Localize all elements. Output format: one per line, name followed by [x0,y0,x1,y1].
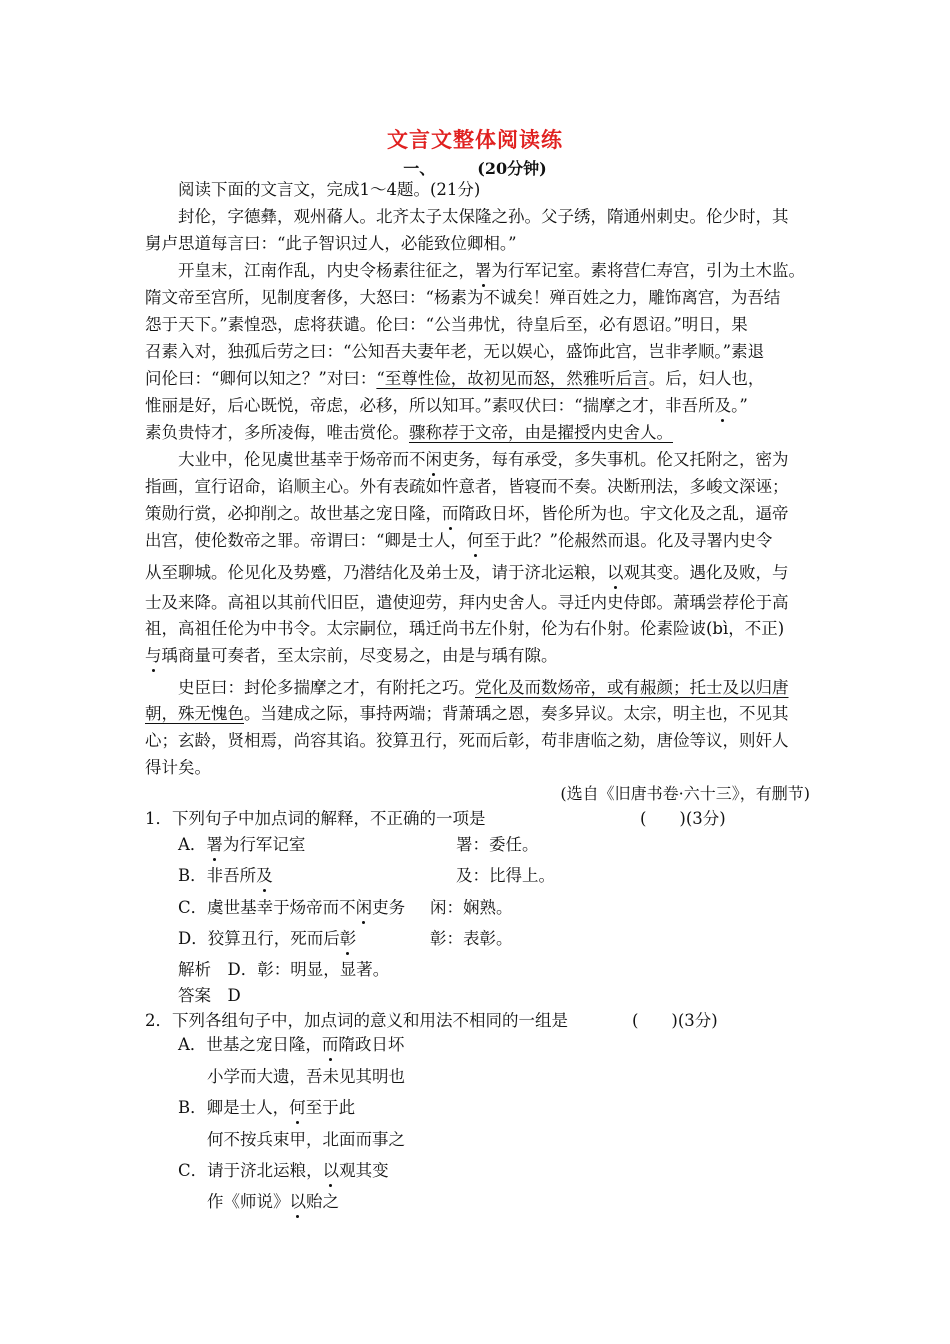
document-title: 文言文整体阅读练 [387,127,563,152]
text-run: 。” [731,396,748,415]
text-run: 问伦曰：“卿何以知之？”对曰： [145,369,377,388]
passage-line: 隋文帝至宫所，见制度奢侈，大怒曰：“杨素为不诚矣！殚百姓之力，雕饰离宫，为吾结 [145,288,781,307]
instruction: 阅读下面的文言文，完成1～4题。(21分) [178,180,481,199]
dotted-char: 署 [206,835,223,854]
text-run: 为行军记室 [222,835,306,854]
dotted-char: 以 [322,1161,340,1180]
option-d-explanation: 彰：表彰。 [430,929,513,948]
text-run: B．卿是士人， [178,1098,290,1117]
text-run: 小学 [207,1067,240,1086]
text-run: A．世基之宠日隆， [178,1035,322,1054]
passage-line [178,261,848,281]
dotted-char: 而 [321,1035,339,1054]
section-number: 一、 [403,159,436,178]
option-a-explanation: 署：委任。 [456,835,539,854]
text-run: 。后，妇人也， [648,369,765,388]
text-run: 瑀商量可奏者，至太宗前，尽变易之，由是与瑀有隙。 [161,646,558,665]
passage-line: 召素入对，独孤后劳之曰：“公知吾夫妻年老，无以娱心，盛饰此宫，岂非孝顺。”素退 [145,342,765,361]
dotted-char: 何 [289,1098,306,1117]
text-run: 为行军记室。素将营仁寿宫，引为土木监。 [491,261,805,280]
text-run: 而 [240,1067,257,1086]
text-run: 隋政日坏，皆伦所为也。宇文化及之乱，逼帝 [458,504,789,523]
option-b-line-1 [178,1098,848,1118]
answer-blank: ( )(3分) [632,1011,718,1030]
passage-line [145,423,815,443]
dotted-char: 闲 [355,898,373,917]
section-heading [0,156,950,179]
text-run: 开皇末，江南作乱，内史令杨素往征之， [178,261,475,280]
text-run: 出宫，使伦数帝之罪。帝谓曰：“卿是士人， [145,531,467,550]
passage-line [145,396,815,416]
text-run: 。当建成之际，事持两端；背萧瑀之恩，奏多异议。太宗，明主也，不见其 [244,704,789,723]
question-text: 1．下列句子中加点词的解释，不正确的一项是 [145,809,486,828]
dotted-char: 及 [256,866,273,885]
passage-line [145,646,815,666]
option-b-explanation: 及：比得上。 [456,866,555,885]
passage-line: 指画，宣行诏命，谄顺主心。外有表疏如忤意者，皆寝而不奏。决断刑法，多峻文深诬； [145,477,789,496]
option-label: A． [178,835,207,854]
dotted-char: 以 [289,1192,306,1211]
passage-line: 心；玄龄，贤相焉，尚容其谄。狡算丑行，死而后彰，苟非唐临之劾，唐俭等议，则奸人 [145,731,789,750]
underlined-sentence: “至尊性俭，故初见而怒，然雅听后言 [376,369,649,388]
option-b-line-2 [207,1130,877,1150]
text-run: 素负贵恃才，多所凌侮，唯击赏伦。 [145,423,409,442]
answer-blank: ( )(3分) [640,809,726,828]
passage-line [145,704,815,724]
dotted-char: 以 [607,563,624,582]
passage-source: (选自《旧唐书卷·六十三》，有删节) [560,784,810,803]
text-run: 从至聊城。伦见化及势蹙，乃潜结化及弟士及，请于济北运粮， [145,563,607,582]
option-c-line-2 [207,1192,877,1212]
option-label: D．狡算丑行，死而后 [178,929,340,948]
dotted-char: 而 [442,504,459,523]
underlined-sentence: 党化及而数炀帝，或有赧颜；托士及以归唐 [475,678,789,697]
dotted-char: 彰 [339,929,357,948]
text-run: 吏务 [372,898,406,917]
text-run: 作《师说》 [207,1192,290,1211]
passage-line [178,450,848,470]
option-a-line-2 [207,1067,877,1087]
underlined-sentence: 骤称荐于文帝，由是擢授内史舍人。 [409,423,673,442]
text-run: 大遗，吾未见其明也 [256,1067,405,1086]
text-run: 大业中，伦见虞世基幸于炀帝而不 [178,450,426,469]
text-run: 至于此？”伦赧然而退。化及寻署内史令 [483,531,773,550]
text-run: 何 [207,1130,224,1149]
text-run: 观其变。遇化及败，与 [623,563,789,582]
option-label: C．虞世基幸于炀帝而不 [178,898,356,917]
passage-line [145,563,815,583]
text-run: 观其变 [339,1161,389,1180]
text-run: 史臣曰：封伦多揣摩之才，有附托之巧。 [178,678,475,697]
dotted-char: 何 [466,531,484,550]
passage-line [145,531,815,551]
passage-line: 封伦，字德彝，观州蓨人。北齐太子太保隆之孙。父子绣，隋通州刺史。伦少时，其 [178,207,789,226]
passage-line [145,369,815,389]
option-label: B．非吾所 [178,866,257,885]
passage-line: 士及来降。高祖以其前代旧臣，遣使迎劳，拜内史舍人。寻迁内史侍郎。萧瑀尝荐伦于高 [145,593,789,612]
option-a-line-1 [178,1035,848,1055]
question-2-stem: 2．下列各组句子中，加点词的意义和用法不相同的一组是 [145,1011,568,1030]
text-run: 贻之 [306,1192,339,1211]
text-run: 惟丽是好，后心既悦，帝虑，必移，所以知耳。”素叹伏曰：“揣摩之才，非吾所 [145,396,715,415]
dotted-char: 与 [145,646,162,665]
passage-line: 舅卢思道每言曰：“此子智识过人，必能致位卿相。” [145,234,517,253]
option-c-line-1 [178,1161,848,1181]
text-run: 至于此 [305,1098,356,1117]
text-run: 隋政日坏 [338,1035,405,1054]
answer: 答案 D [178,986,241,1005]
text-run: 不按兵束甲，北面而事之 [223,1130,405,1149]
passage-line [145,504,815,524]
option-c-explanation: 闲：娴熟。 [430,898,513,917]
underlined-sentence: 朝，殊无愧色 [145,704,244,723]
passage-line: 怨于天下。”素惶恐，虑将获谴。伦曰：“公当弗忧，待皇后至，必有恩诏。”明日，果 [145,315,748,334]
dotted-char: 署 [475,261,492,280]
passage-line: 得计矣。 [145,758,211,777]
text-run: 策勋行赏，必抑削之。故世基之宠日隆， [145,504,442,523]
dotted-char: 闲 [425,450,442,469]
analysis: 解析 D．彰：明显，显著。 [178,960,390,979]
dotted-char: 及 [714,396,732,415]
passage-line [178,678,848,698]
passage-line: 祖，高祖任伦为中书令。太宗嗣位，瑀迁尚书左仆射，伦为右仆射。伦素险诐(bì，不正) [145,619,785,638]
text-run: 吏务，每有承受，多失事机。伦又托附之，密为 [442,450,789,469]
text-run: C．请于济北运粮， [178,1161,323,1180]
time-limit: (20分钟) [477,159,547,178]
